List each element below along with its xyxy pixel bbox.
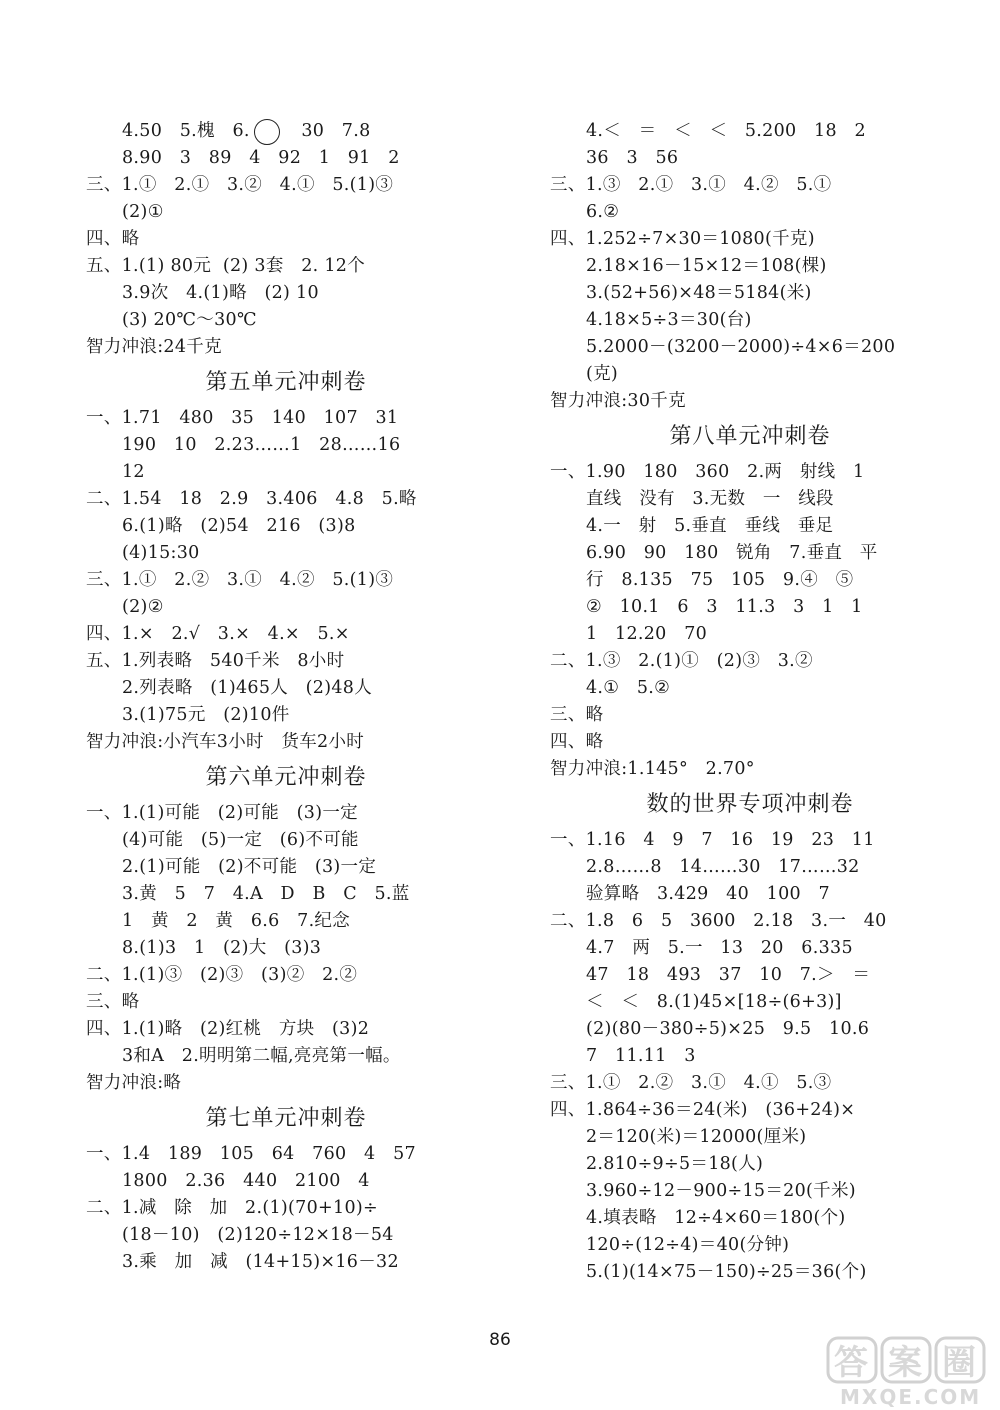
answer-line: 4.7 两 5.一 13 20 6.335 xyxy=(586,938,853,958)
answer-line: 1800 2.36 440 2100 4 xyxy=(122,1171,370,1191)
svg-text:案: 案 xyxy=(888,1343,922,1383)
answer-line: 4.填表略 12÷4×60＝180(个) xyxy=(586,1208,846,1228)
answer-line: 一、1.90 180 360 2.两 射线 1 xyxy=(550,462,865,482)
answer-line: (3) 20℃～30℃ xyxy=(122,310,257,330)
answer-line: 三、1.① 2.② 3.① 4.① 5.③ xyxy=(550,1073,832,1093)
answer-line: 五、1.(1) 80元 (2) 3套 2. 12个 xyxy=(86,256,366,276)
answer-line: 3和A 2.明明第二幅,亮亮第一幅。 xyxy=(122,1046,401,1066)
answer-line: 三、1.① 2.② 3.① 4.② 5.(1)③ xyxy=(86,570,394,590)
answer-line: 四、略 xyxy=(550,732,604,752)
answer-line: 4.① 5.② xyxy=(586,678,671,698)
right-column xyxy=(550,118,950,1286)
answer-line: 2＝120(米)＝12000(厘米) xyxy=(586,1127,807,1147)
answer-line: 三、1.① 2.① 3.② 4.① 5.(1)③ xyxy=(86,175,394,195)
answer-line: 三、1.③ 2.① 3.① 4.② 5.① xyxy=(550,175,832,195)
answer-line: 智力冲浪:24千克 xyxy=(86,337,222,357)
answer-line: ＜ ＜ 8.(1)45×[18÷(6+3)] xyxy=(586,992,842,1012)
svg-text:答: 答 xyxy=(834,1343,868,1383)
answer-line: 1 12.20 70 xyxy=(586,624,708,644)
answer-line: 二、1.③ 2.(1)① (2)③ 3.② xyxy=(550,651,813,671)
answer-line: 三、略 xyxy=(86,992,140,1012)
answer-line: 四、1.× 2.√ 3.× 4.× 5.× xyxy=(86,624,350,644)
watermark-logo xyxy=(820,1332,1000,1410)
answer-line: 直线 没有 3.无数 一 线段 xyxy=(586,489,834,509)
answer-line: 36 3 56 xyxy=(586,148,679,168)
answer-line xyxy=(86,118,486,145)
answer-line: 三、略 xyxy=(550,705,604,725)
answer-line: 5.(1)(14×75－150)÷25＝36(个) xyxy=(586,1262,867,1282)
answer-line: 7 11.11 3 xyxy=(586,1046,696,1066)
answer-line: 6.② xyxy=(586,202,620,222)
answer-line: 一、1.71 480 35 140 107 31 xyxy=(86,408,399,428)
answer-line: (4)可能 (5)一定 (6)不可能 xyxy=(122,830,359,850)
left-column xyxy=(86,118,486,1276)
answer-line: 一、1.16 4 9 7 16 19 23 11 xyxy=(550,830,875,850)
answer-line: 2.(1)可能 (2)不可能 (3)一定 xyxy=(122,857,377,877)
answer-line: 二、1.减 除 加 2.(1)(70+10)÷ xyxy=(86,1198,378,1218)
answer-line: 2.810÷9÷5＝18(人) xyxy=(586,1154,764,1174)
answer-line: 智力冲浪:略 xyxy=(86,1073,182,1093)
answer-line: 3.960÷12－900÷15＝20(千米) xyxy=(586,1181,856,1201)
answer-line: (2)(80－380÷5)×25 9.5 10.6 xyxy=(586,1019,870,1039)
answer-line: 3.(1)75元 (2)10件 xyxy=(122,705,290,725)
circle-shape-icon xyxy=(254,119,280,145)
answer-line: 4.18×5÷3＝30(台) xyxy=(586,310,752,330)
answer-line: 四、1.252÷7×30＝1080(千克) xyxy=(550,229,815,249)
answer-line: 一、1.4 189 105 64 760 4 57 xyxy=(86,1144,416,1164)
answer-line: 2.18×16－15×12＝108(棵) xyxy=(586,256,827,276)
answer-line: 4.＜ ＝ ＜ ＜ 5.200 18 2 xyxy=(586,121,866,141)
answer-line: 四、略 xyxy=(86,229,140,249)
answer-line: 3.(52+56)×48＝5184(米) xyxy=(586,283,812,303)
answer-line: 2.列表略 (1)465人 (2)48人 xyxy=(122,678,373,698)
svg-text:圈: 圈 xyxy=(942,1343,976,1383)
answer-line: (克) xyxy=(586,364,619,384)
answer-line: 2.8……8 14……30 17……32 xyxy=(586,857,860,877)
answer-line: 一、1.(1)可能 (2)可能 (3)一定 xyxy=(86,803,358,823)
section-title: 第五单元冲刺卷 xyxy=(205,370,367,395)
svg-text:MXQE.COM: MXQE.COM xyxy=(840,1385,982,1409)
answer-line: (2)① xyxy=(122,202,164,222)
section-title: 第八单元冲刺卷 xyxy=(669,424,831,449)
section-title: 第六单元冲刺卷 xyxy=(205,765,367,790)
answer-line: ② 10.1 6 3 11.3 3 1 1 xyxy=(586,597,863,617)
answer-text: 4.50 5.槐 6. xyxy=(122,121,250,141)
page-number: 86 xyxy=(489,1330,511,1350)
answer-line: 智力冲浪:小汽车3小时 货车2小时 xyxy=(86,732,365,752)
answer-line: 47 18 493 37 10 7.＞ ＝ xyxy=(586,965,871,985)
answer-line: (2)② xyxy=(122,597,164,617)
answer-line: 1 黄 2 黄 6.6 7.纪念 xyxy=(122,911,351,931)
answer-line: 12 xyxy=(122,462,145,482)
answer-line: 3.9次 4.(1)略 (2) 10 xyxy=(122,283,319,303)
answer-text: 30 7.8 xyxy=(283,121,371,141)
answer-line: 3.黄 5 7 4.A D B C 5.蓝 xyxy=(122,884,410,904)
answer-line: 8.90 3 89 4 92 1 91 2 xyxy=(122,148,400,168)
answer-line: 6.(1)略 (2)54 216 (3)8 xyxy=(122,516,356,536)
answer-line: (4)15:30 xyxy=(122,543,200,563)
answer-line: 二、1.54 18 2.9 3.406 4.8 5.略 xyxy=(86,489,417,509)
section-title: 数的世界专项冲刺卷 xyxy=(646,792,854,817)
section-title: 第七单元冲刺卷 xyxy=(205,1106,367,1131)
answer-line: 五、1.列表略 540千米 8小时 xyxy=(86,651,345,671)
answer-line: 5.2000－(3200－2000)÷4×6＝200 xyxy=(586,337,896,357)
answer-line: 智力冲浪:30千克 xyxy=(550,391,686,411)
answer-line: 190 10 2.23……1 28……16 xyxy=(122,435,401,455)
answer-line: 四、1.864÷36＝24(米) (36+24)× xyxy=(550,1100,856,1120)
answer-line: 行 8.135 75 105 9.④ ⑤ xyxy=(586,570,854,590)
answer-line: 6.90 90 180 锐角 7.垂直 平 xyxy=(586,543,878,563)
answer-line: 3.乘 加 减 (14+15)×16－32 xyxy=(122,1252,399,1272)
answer-line: 4.一 射 5.垂直 垂线 垂足 xyxy=(586,516,834,536)
answer-line: 8.(1)3 1 (2)大 (3)3 xyxy=(122,938,322,958)
answer-line: 二、1.8 6 5 3600 2.18 3.一 40 xyxy=(550,911,887,931)
answer-line: 智力冲浪:1.145° 2.70° xyxy=(550,759,755,779)
answer-line: 二、1.(1)③ (2)③ (3)② 2.② xyxy=(86,965,358,985)
answer-line: (18－10) (2)120÷12×18－54 xyxy=(122,1225,394,1245)
answer-line: 验算略 3.429 40 100 7 xyxy=(586,884,830,904)
answer-line: 四、1.(1)略 (2)红桃 方块 (3)2 xyxy=(86,1019,370,1039)
answer-line: 120÷(12÷4)＝40(分钟) xyxy=(586,1235,790,1255)
